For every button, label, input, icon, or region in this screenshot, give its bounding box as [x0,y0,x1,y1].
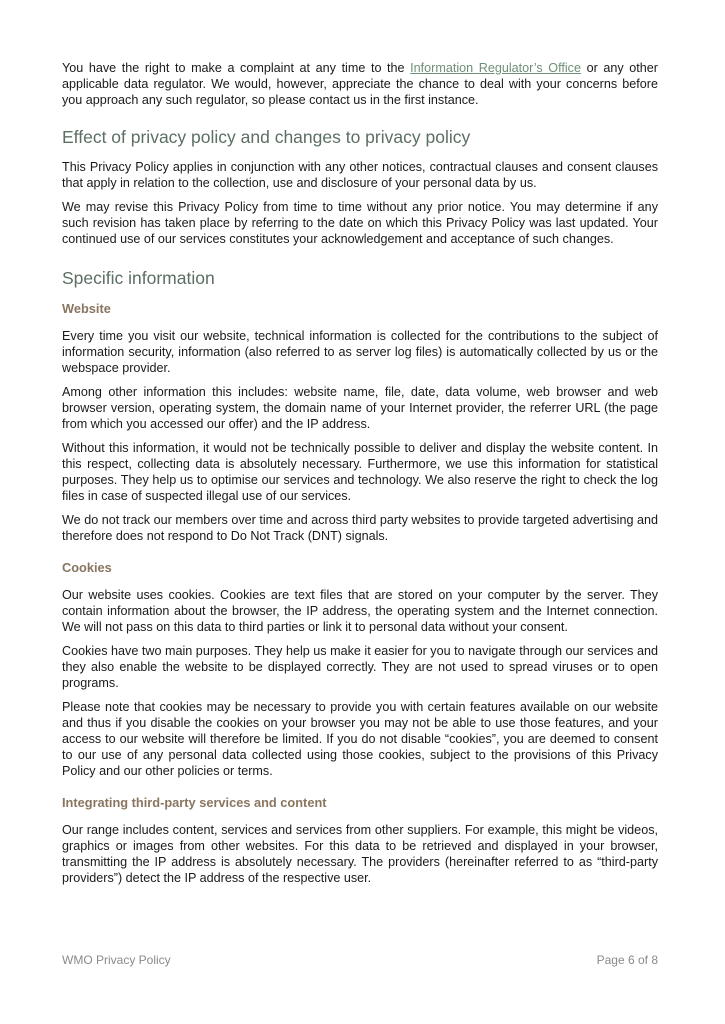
effect-paragraph: This Privacy Policy applies in conjunction with any other notices, contractual clauses and consent clauses that apply in relation to the collection, use and disclosure of your personal data by us. [62,160,658,190]
intro-paragraph [62,60,658,108]
third-party-subheading: Integrating third-party services and content [62,795,327,810]
cookies-paragraph: Please note that cookies may be necessary to provide you with certain features available on our website and thus if you disable the cookies on your browser you may not be able to use those features, and your access to our website will therefore be limited. If you do not disable “cookies”, you are deemed to consent to our use of any personal data collected using those cookies, subject to the provisions of this Privacy Policy and our other policies or terms. [62,700,658,778]
document-page [62,60,658,894]
intro-text-after-link: or any other applicable data regulator. We would, however, appreciate the chance to deal with your concerns before you approach any such regulator, so please contact us in the first instance. [62,61,658,107]
website-paragraph: Every time you visit our website, technical information is collected for the contributions to the subject of information security, information (also referred to as server log files) is automatically collected by us or the webspace provider. [62,329,658,375]
effect-paragraph: We may revise this Privacy Policy from time to time without any prior notice. You may determine if any such revision has taken place by referring to the date on which this Privacy Policy was last updated. Your continued use of our services constitutes your acknowledgement and acceptance of such changes. [62,200,658,246]
cookies-subheading: Cookies [62,560,112,575]
intro-text-before-link: You have the right to make a complaint at any time to the [62,61,411,75]
footer-document-title: WMO Privacy Policy [62,953,171,967]
information-regulator-link[interactable]: Information Regulator’s Office [410,61,581,75]
footer-page-number: Page 6 of 8 [596,953,658,967]
website-subheading: Website [62,301,111,316]
cookies-paragraph: Our website uses cookies. Cookies are text files that are stored on your computer by the server. They contain information about the browser, the IP address, the operating system and the Internet connection. We will not pass on this data to third parties or link it to personal data without your consent. [62,588,658,634]
effect-section-heading: Effect of privacy policy and changes to privacy policy [62,127,471,147]
website-paragraph: We do not track our members over time and across third party websites to provide targeted advertising and therefore does not respond to Do Not Track (DNT) signals. [62,513,658,543]
website-paragraph: Without this information, it would not be technically possible to deliver and display the website content. In this respect, collecting data is absolutely necessary. Furthermore, we use this information for statistical purposes. They help us to optimise our services and technology. We also reserve the right to check the log files in case of suspected illegal use of our services. [62,441,658,503]
third-party-paragraph: Our range includes content, services and services from other suppliers. For example, this might be videos, graphics or images from other websites. For this data to be retrieved and displayed in your browser, transmitting the IP address is absolutely necessary. The providers (hereinafter referred to as “third-party providers”) detect the IP address of the respective user. [62,823,658,885]
cookies-paragraph: Cookies have two main purposes. They help us make it easier for you to navigate through our services and they also enable the website to be displayed correctly. They are not used to spread viruses or to open programs. [62,644,658,690]
website-paragraph: Among other information this includes: website name, file, date, data volume, web browser and web browser version, operating system, the domain name of your Internet provider, the referrer URL (the page from which you accessed our offer) and the IP address. [62,385,658,431]
specific-section-heading: Specific information [62,268,215,288]
